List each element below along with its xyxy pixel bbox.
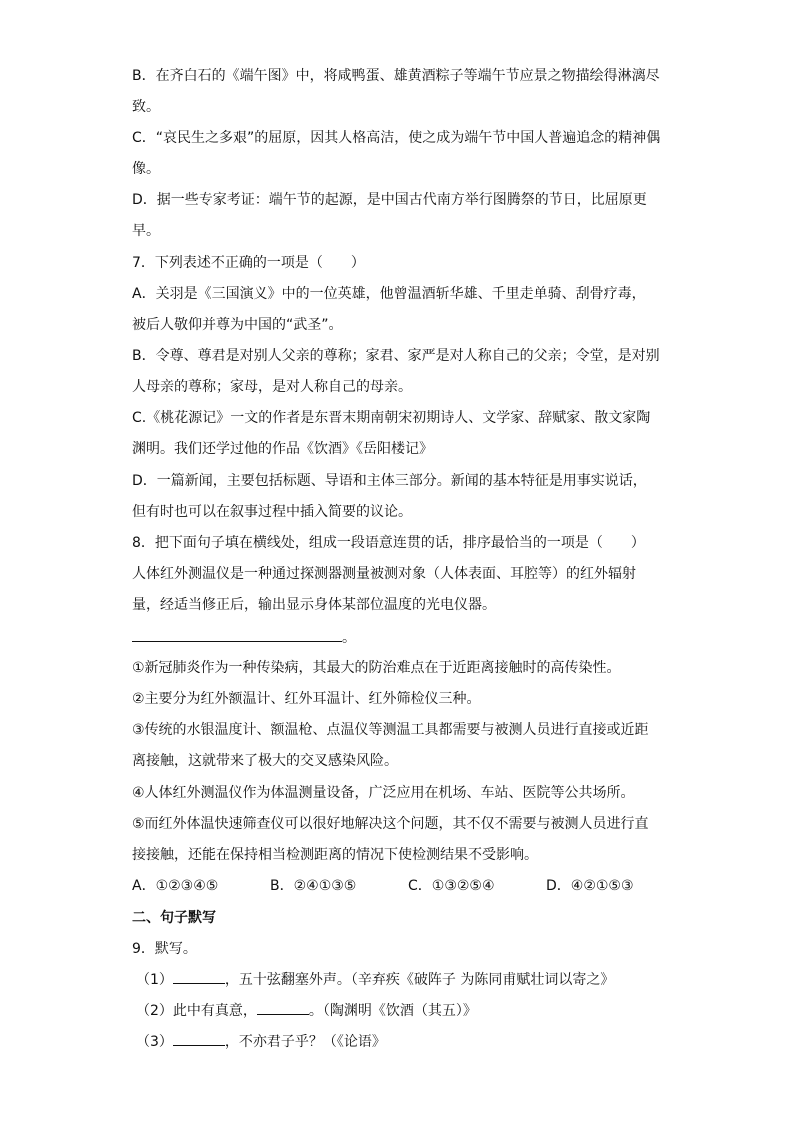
q8-option-b: B．②④①③⑤ <box>270 878 357 894</box>
q8-sentence-5-line1: ⑤而红外体温快速筛查仪可以很好地解决这个问题，其不仅不需要与被测人员进行直 <box>132 816 649 832</box>
q7-option-b-line1: B．令尊、尊君是对别人父亲的尊称；家君、家严是对人称自己的父亲；令堂，是对别 <box>132 348 660 364</box>
section-heading: 二、句子默写 <box>132 910 216 926</box>
q8-options-row <box>132 876 672 896</box>
q8-intro-line2: 量，经适当修正后，输出显示身体某部位温度的光电仪器。 <box>132 597 496 613</box>
q6-option-b-line2: 致。 <box>132 99 160 115</box>
q8-sentence-4: ④人体红外测温仪作为体温测量设备，广泛应用在机场、车站、医院等公共场所。 <box>132 785 635 801</box>
q9-item-2-text-after: 。（陶渊明《饮酒（其五）》 <box>308 1003 477 1019</box>
q7-option-d-line2: 但有时也可以在叙事过程中插入简要的议论。 <box>132 504 412 520</box>
q9-item-3-blank <box>173 1033 225 1046</box>
q9-item-1-blank <box>173 971 225 984</box>
q8-option-a: A．①②③④⑤ <box>132 878 219 894</box>
q6-option-d-line1: D．据一些专家考证：端午节的起源，是中国古代南方举行图腾祭的节日，比屈原更 <box>132 192 647 208</box>
q9-item-2 <box>136 1001 676 1021</box>
q8-sentence-3-line2: 离接触，这就带来了极大的交叉感染风险。 <box>132 753 398 769</box>
q7-option-a-line2: 被后人敬仰并尊为中国的“武圣”。 <box>132 317 343 333</box>
q7-option-d-line1: D．一篇新闻，主要包括标题、导语和主体三部分。新闻的基本特征是用事实说话， <box>132 473 647 489</box>
q6-option-c-line1: C．“哀民生之多艰”的屈原，因其人格高洁，使之成为端午节中国人普遍追念的精神偶 <box>132 130 661 146</box>
q9-item-2-blank <box>257 1002 309 1015</box>
q7-option-c-line2: 渊明。我们还学过他的作品《饮酒》《岳阳楼记》 <box>132 441 433 457</box>
q9-item-1-text: ，五十弦翻塞外声。（辛弃疾《破阵子 为陈同甫赋壮词以寄之》 <box>224 972 615 988</box>
q9-item-3 <box>136 1032 676 1052</box>
q9-item-1-number: （1） <box>136 972 173 988</box>
q7-option-b-line2: 人母亲的尊称；家母，是对人称自己的母亲。 <box>132 379 412 395</box>
q8-stem: 8．把下面句子填在横线处，组成一段语意连贯的话，排序最恰当的一项是（ ） <box>132 535 645 551</box>
q8-intro-line1: 人体红外测温仪是一种通过探测器测量被测对象（人体表面、耳腔等）的红外辐射 <box>132 566 636 582</box>
q9-item-3-text: ，不亦君子乎？（《论语》 <box>224 1034 386 1050</box>
q9-item-1 <box>136 970 676 990</box>
q6-option-b-line1: B．在齐白石的《端午图》中，将咸鸭蛋、雄黄酒粽子等端午节应景之物描绘得淋漓尽 <box>132 68 660 84</box>
q8-sentence-3-line1: ③传统的水银温度计、额温枪、点温仪等测温工具都需要与被测人员进行直接或近距 <box>132 722 649 738</box>
q9-stem: 9．默写。 <box>132 941 197 957</box>
q8-sentence-5-line2: 接接触，还能在保持相当检测距离的情况下使检测结果不受影响。 <box>132 847 538 863</box>
q9-item-2-text-before: （2）此中有真意， <box>136 1003 257 1019</box>
q7-stem: 7．下列表述不正确的一项是（ ） <box>132 255 365 271</box>
q7-option-c-line1: C.《桃花源记》一文的作者是东晋末期南朝宋初期诗人、文学家、辞赋家、散文家陶 <box>132 410 651 426</box>
q8-option-d: D．④②①⑤③ <box>546 878 634 894</box>
q6-option-c-line2: 像。 <box>132 161 160 177</box>
q8-sentence-1: ①新冠肺炎作为一种传染病，其最大的防治难点在于近距离接触时的高传染性。 <box>132 660 621 676</box>
answer-blank <box>132 627 342 642</box>
q8-answer-blank-line <box>132 627 672 648</box>
q9-item-3-number: （3） <box>136 1034 173 1050</box>
q6-option-d-line2: 早。 <box>132 223 160 239</box>
q7-option-a-line1: A．关羽是《三国演义》中的一位英雄，他曾温酒斩华雄、千里走单骑、刮骨疗毒， <box>132 286 646 302</box>
q8-sentence-2: ②主要分为红外额温计、红外耳温计、红外筛检仪三种。 <box>132 691 481 707</box>
q8-option-c: C．①③②⑤④ <box>408 878 495 894</box>
blank-period: 。 <box>342 630 356 646</box>
